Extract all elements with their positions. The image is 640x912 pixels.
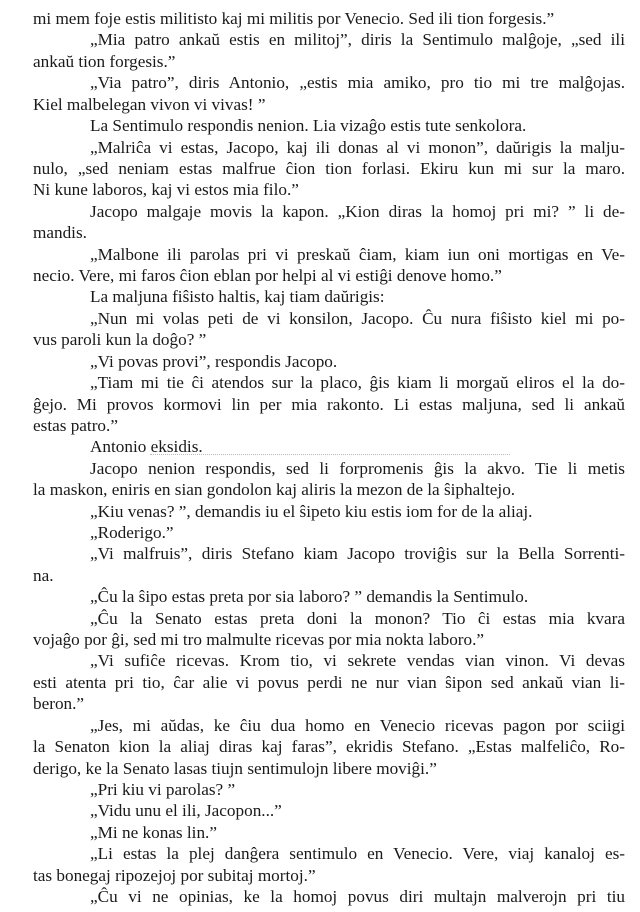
text-line: derigo, ke la Senato lasas tiujn sentimulojn libere moviĝi.” bbox=[33, 758, 437, 778]
text-line: ankaŭ tion forgesis.” bbox=[33, 51, 176, 71]
text-line: „Malbone ili parolas pri vi preskаŭ ĉiam, kiam iun oni mortigas en Ve- bbox=[90, 244, 625, 264]
text-line: „Roderigo.” bbox=[90, 523, 174, 542]
text-line: „Ĉu vi ne opinias, ke la homoj povus diri multajn malverojn pri tiu bbox=[90, 887, 625, 906]
text-line: estas patro.” bbox=[33, 415, 118, 435]
text-line: „Vi malfruis”, diris Stefano kiam Jacopo troviĝis sur la Bella Sorrenti- bbox=[90, 544, 625, 564]
text-line: ĝejo. Mi provos kormovi lin per mia rakonto. Li estas maljuna, sed li ankaŭ bbox=[33, 394, 625, 414]
text-line: na. bbox=[33, 565, 54, 585]
text-line: tas bonegaj ripozejoj por subitaj mortoj.” bbox=[33, 865, 316, 885]
text-line: Jacopo malgaje movis la kapon. „Kion diras la homoj pri mi? ” li de- bbox=[90, 201, 625, 221]
text-line: beron.” bbox=[33, 694, 85, 714]
text-line: nulo, „sed neniam estas malfrue ĉion tion forlasi. Ekiru kun mi sur la maro. bbox=[33, 158, 625, 178]
text-line: „Ĉu la Senato estas preta doni la monon? Tio ĉi estas mia kvara bbox=[90, 608, 625, 628]
text-line: „Li estas la plej danĝera sentimulo en Venecio. Vere, viaj kanaloj es- bbox=[90, 844, 625, 864]
text-line: „Malriĉa vi estas, Jacopo, kaj ili donas al vi monon”, daŭrigis la malju- bbox=[90, 137, 625, 157]
text-line: vus paroli kun la doĝo? ” bbox=[33, 330, 207, 350]
text-line: „Via patro”, diris Antonio, „estis mia amiko, pro tio mi tre malĝojas. bbox=[90, 73, 625, 93]
text-line: „Vi povas provi”, respondis Jacopo. bbox=[90, 351, 338, 371]
text-line: „Ĉu la ŝipo estas preta por sia laboro? ” demandis la Sentimulo. bbox=[90, 587, 529, 607]
text-line: mi mem foje estis militisto kaj mi militis por Venecio. Sed ili tion forgesis.” bbox=[33, 9, 555, 28]
text-line: la Senaton kion la aliaj diras kaj faras”, ekridis Stefano. „Estas malfeliĉo, Ro- bbox=[33, 737, 625, 757]
text-line: „Nun mi volas peti de vi konsilon, Jacopo. Ĉu nura fiŝisto kiel mi po- bbox=[90, 308, 625, 328]
text-line: necio. Vere, mi faros ĉion eblan por helpi al vi estiĝi denove homo.” bbox=[33, 266, 502, 285]
text-line: „Vi sufiĉe ricevas. Krom tio, vi sekrete vendas vian vinon. Vi devas bbox=[90, 651, 625, 671]
text-line: „Kiu venas? ”, demandis iu el ŝipeto kiu estis iom for de la aliaj. bbox=[90, 501, 533, 521]
text-line: Ni kune laboros, kaj vi estos mia filo.” bbox=[33, 180, 299, 200]
text-line: Jacopo nenion respondis, sed li forpromenis ĝis la akvo. Tie li metis bbox=[90, 458, 625, 478]
text-line: La maljuna fiŝisto haltis, kaj tiam daŭrigis: bbox=[90, 287, 385, 307]
text-line: esti atenta pri tio, ĉar alie vi povus perdi ne nur vian ŝipon sed ankaŭ vian li- bbox=[33, 672, 625, 692]
text-line: „Mi ne konas lin.” bbox=[90, 822, 217, 842]
text-line: la maskon, eniris en sian gondolon kaj aliris la mezon de la ŝiphaltejo. bbox=[33, 480, 516, 500]
text-line: „Tiam mi tie ĉi atendos sur la placo, ĝis kiam li morgaŭ eliros el la do- bbox=[90, 373, 625, 392]
text-line: „Mia patro ankaŭ estis en militoj”, diris la Sentimulo malĝoje, „sed ili bbox=[90, 30, 625, 50]
text-line: „Vidu unu el ili, Jacopon...” bbox=[90, 801, 282, 821]
text-line: Kiel malbelegan vivon vi vivas! ” bbox=[33, 94, 266, 114]
text-line: La Sentimulo respondis nenion. Lia vizaĝo estis tute senkolora. bbox=[90, 116, 527, 136]
text-line: mandis. bbox=[33, 223, 87, 243]
text-line: „Pri kiu vi parolas? ” bbox=[90, 779, 236, 799]
text-line: Antonio eksidis. bbox=[90, 437, 203, 457]
text-line: vojaĝo por ĝi, sed mi tro malmulte ricevas por mia nokta laboro.” bbox=[33, 630, 485, 649]
text-line: „Jes, mi aŭdas, ke ĉiu dua homo en Venecio ricevas pagon por sciigi bbox=[90, 715, 625, 735]
